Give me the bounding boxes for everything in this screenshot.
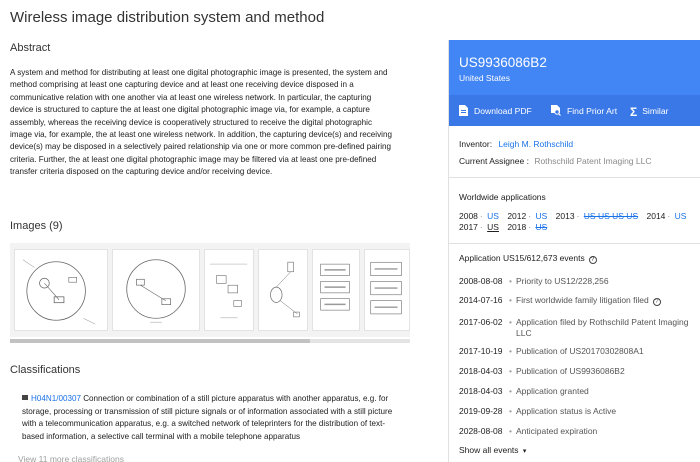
event-date: 2008-08-08	[459, 276, 503, 286]
patent-figure-thumbnail[interactable]	[14, 249, 108, 331]
year-2017: 2017	[459, 222, 478, 232]
event-bullet: •	[509, 366, 512, 376]
year-2012: 2012	[507, 211, 527, 221]
similar-label: Similar	[642, 106, 669, 116]
event-date: 2014-07-16	[459, 295, 503, 305]
year-2014: 2014	[646, 211, 666, 221]
images-scrollbar[interactable]	[10, 339, 410, 343]
classification-row	[22, 393, 407, 443]
show-all-events-label: Show all events	[459, 445, 519, 455]
worldwide-row-1: 2008 · US 2012 · US 2013 · US US US US 2014 · US	[459, 211, 687, 221]
inventor-label: Inventor:	[459, 139, 493, 149]
patent-figure-thumbnail[interactable]	[258, 249, 308, 331]
app-link-2017-current[interactable]: US	[487, 222, 499, 232]
event-bullet: •	[509, 317, 512, 327]
classification-icon	[22, 395, 28, 400]
worldwide-heading: Worldwide applications	[459, 192, 546, 202]
event-date: 2028-08-08	[459, 426, 503, 436]
classification-code-link[interactable]: H04N1/00307	[31, 394, 81, 403]
abstract-text: A system and method for distributing at least one digital photographic image is presented, the system and method comprising at least one capturing device and at least one receiving device disposed in a communicative relation with one another via at least one wireless network. In particular, the capturing device is structured to capture the at least one digital photographic image via, for example, a capture assembly, whereas the receiving device is cooperatively structured to receive the digital photographic image via, for example, the at least one wireless network. In addition, the capturing device(s) and receiving device(s) may be disposed in a selectively paired relationship via one or more common pre-defined pairing criteria. Further, the at least one digital photographic image may be filtered via at least one pre-defined transfer criteria disposed on the capturing device and/or receiving device.	[10, 68, 392, 177]
year-2018: 2018	[507, 222, 527, 232]
event-text: Anticipated expiration	[516, 426, 598, 436]
patent-figure-thumbnail[interactable]	[112, 249, 200, 331]
event-text: Publication of US9936086B2	[516, 366, 625, 376]
assignee-value: Rothschild Patent Imaging LLC	[534, 156, 652, 166]
app-link-2014[interactable]: US	[674, 211, 687, 221]
event-text: Priority to US12/228,256	[516, 276, 609, 286]
similar-button[interactable]	[630, 105, 668, 119]
divider	[449, 177, 700, 178]
assignee-label: Current Assignee :	[459, 156, 529, 166]
show-all-events-button[interactable]	[459, 445, 526, 455]
abstract-heading: Abstract	[10, 42, 51, 54]
chevron-down-icon: ▾	[522, 448, 527, 455]
patent-figure-thumbnail[interactable]	[312, 249, 360, 331]
event-text: Publication of US20170302808A1	[516, 346, 644, 356]
find-prior-art-button[interactable]	[551, 105, 617, 118]
sigma-icon: Σ	[630, 105, 638, 119]
event-text-label: First worldwide family litigation filed	[516, 295, 649, 305]
event-bullet: •	[509, 406, 512, 416]
view-more-classifications-link[interactable]: View 11 more classifications	[18, 454, 124, 462]
country: United States	[459, 73, 511, 83]
publication-number: US9936086B2	[459, 55, 547, 70]
find-prior-art-label: Find Prior Art	[567, 106, 618, 116]
assignee-row	[459, 156, 652, 166]
event-date: 2017-06-02	[459, 317, 503, 327]
panel-header	[449, 40, 700, 126]
page-title: Wireless image distribution system and method	[10, 9, 325, 26]
events-heading	[459, 253, 597, 264]
event-bullet: •	[509, 276, 512, 286]
info-icon[interactable]: ?	[653, 298, 661, 306]
app-link-2008[interactable]: US	[487, 211, 499, 221]
events-heading-text: Application US15/612,673 events	[459, 253, 585, 263]
worldwide-row-2: 2017 · US 2018 · US	[459, 222, 548, 232]
pdf-icon	[459, 105, 468, 118]
download-pdf-button[interactable]	[459, 105, 532, 118]
event-text	[516, 295, 696, 306]
images-heading: Images (9)	[10, 220, 63, 232]
scrollbar-thumb[interactable]	[10, 339, 310, 343]
app-links-2013[interactable]: US US US US	[583, 211, 639, 221]
event-bullet: •	[509, 426, 512, 436]
prior-art-icon	[551, 105, 561, 118]
patent-figure-thumbnail[interactable]	[204, 249, 254, 331]
event-text: Application filed by Rothschild Patent Imaging LLC	[516, 317, 689, 338]
divider	[449, 243, 700, 244]
event-text: Application granted	[516, 386, 589, 396]
classifications-heading: Classifications	[10, 364, 81, 376]
images-strip[interactable]	[10, 243, 410, 337]
patent-figure-thumbnail[interactable]	[364, 249, 410, 331]
event-text: Application status is Active	[516, 406, 617, 416]
action-bar	[449, 95, 700, 126]
patent-info-panel	[448, 40, 700, 462]
event-date: 2018-04-03	[459, 366, 503, 376]
classification-description: Connection or combination of a still picture apparatus with another apparatus, e.g. for storage, processing or transmission of still picture signals or of information associated with a still picture with a telecommunication apparatus, e.g. a switched network of teleprinters for the distribution of text-based information, a selective call terminal with a mobile telephone apparatus	[22, 394, 393, 441]
info-icon[interactable]: ?	[589, 256, 597, 264]
app-link-2012[interactable]: US	[535, 211, 548, 221]
inventor-link[interactable]: Leigh M. Rothschild	[498, 139, 574, 149]
download-pdf-label: Download PDF	[474, 106, 532, 116]
event-date: 2018-04-03	[459, 386, 503, 396]
event-date: 2019-09-28	[459, 406, 503, 416]
event-bullet: •	[509, 386, 512, 396]
year-2013: 2013	[555, 211, 575, 221]
app-link-2018[interactable]: US	[535, 222, 548, 232]
event-bullet: •	[509, 346, 512, 356]
event-bullet: •	[509, 295, 512, 305]
event-date: 2017-10-19	[459, 346, 503, 356]
inventor-row	[459, 139, 573, 149]
year-2008: 2008	[459, 211, 478, 221]
